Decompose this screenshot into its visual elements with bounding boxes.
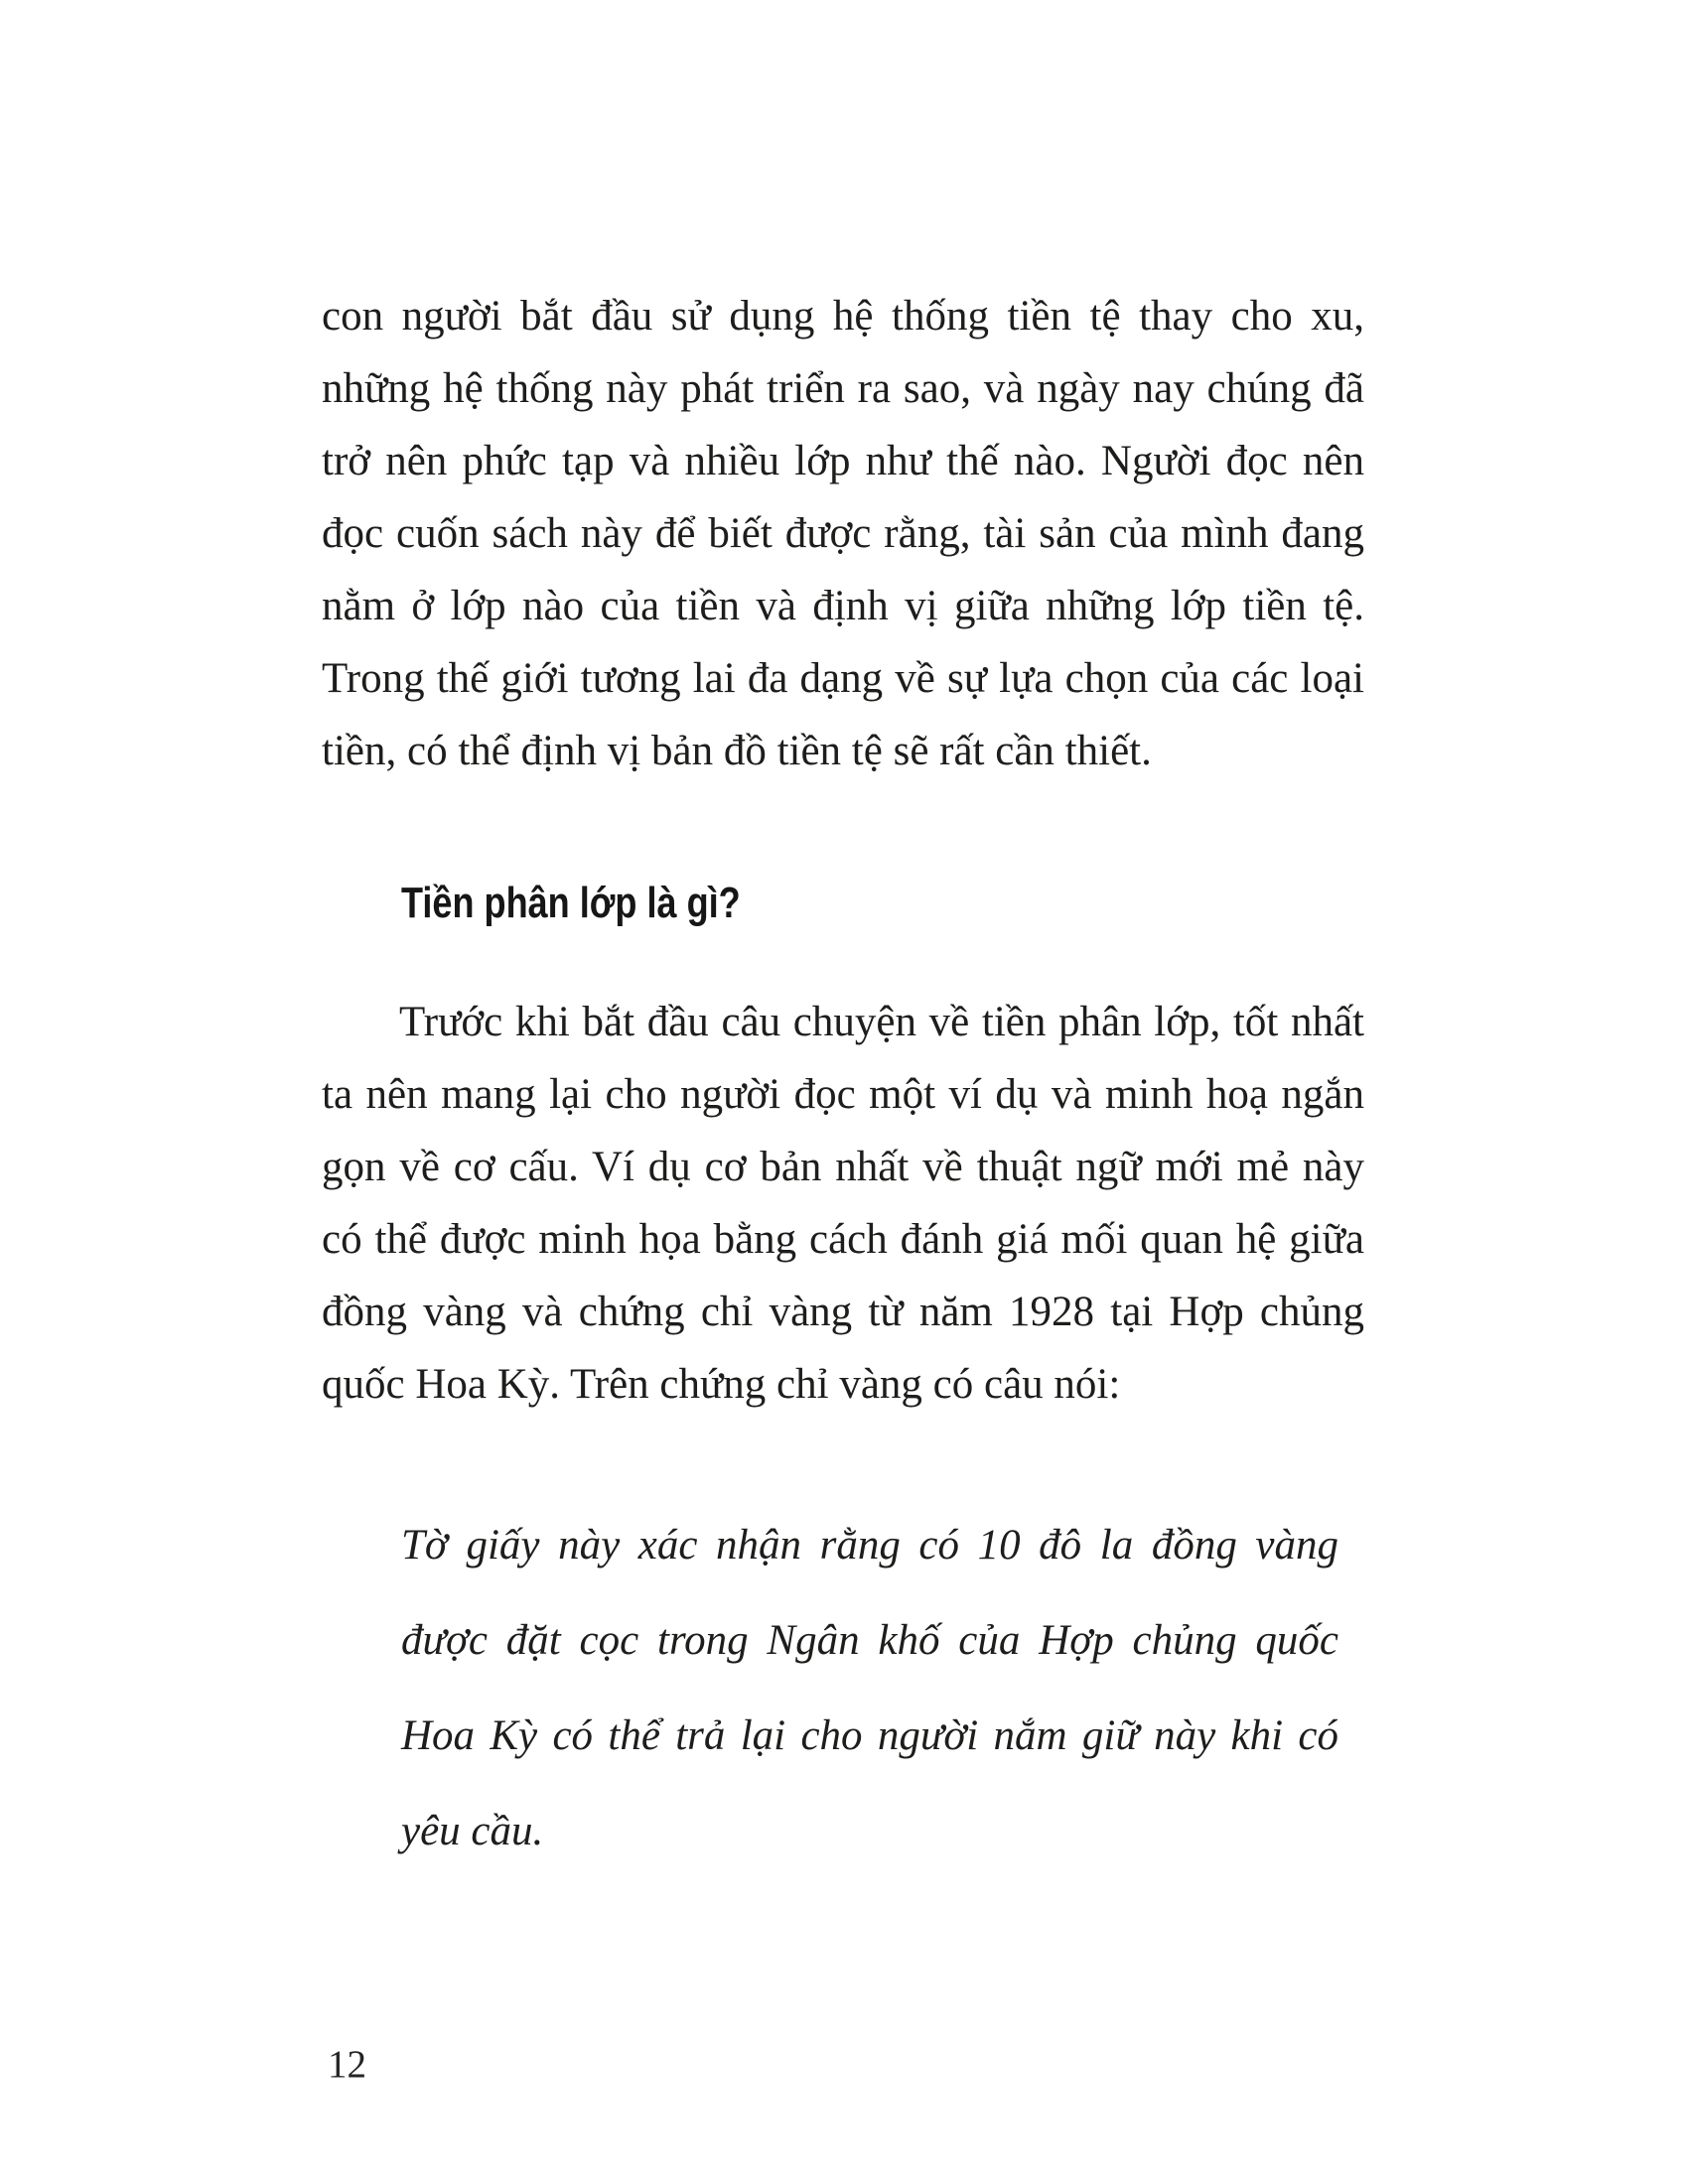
gold-certificate-quote: Tờ giấy này xác nhận rằng có 10 đô la đồng vàng được đặt cọc trong Ngân khố của Hợp chủng quốc Hoa Kỳ có thể trả lại cho người nắm giữ này khi có yêu cầu. bbox=[401, 1522, 1338, 1854]
section-heading: Tiền phân lớp là gì? bbox=[401, 879, 741, 927]
text-block bbox=[322, 280, 1364, 1879]
paragraph-example: Trước khi bắt đầu câu chuyện về tiền phân lớp, tốt nhất ta nên mang lại cho người đọc một ví dụ và minh hoạ ngắn gọn về cơ cấu. Ví dụ cơ bản nhất về thuật ngữ mới mẻ này có thể được minh họa bằng cách đánh giá mối quan hệ giữa đồng vàng và chứng chỉ vàng từ năm 1928 tại Hợp chủng quốc Hoa Kỳ. Trên chứng chỉ vàng có câu nói: bbox=[322, 999, 1364, 1408]
page-number: 12 bbox=[328, 2043, 366, 2086]
paragraph-continuation: con người bắt đầu sử dụng hệ thống tiền tệ thay cho xu, những hệ thống này phát triển ra sao, và ngày nay chúng đã trở nên phức tạp và nhiều lớp như thế nào. Người đọc nên đọc cuốn sách này để biết được rằng, tài sản của mình đang nằm ở lớp nào của tiền và định vị giữa những lớp tiền tệ. Trong thế giới tương lai đa dạng về sự lựa chọn của các loại tiền, có thể định vị bản đồ tiền tệ sẽ rất cần thiết. bbox=[322, 293, 1364, 774]
